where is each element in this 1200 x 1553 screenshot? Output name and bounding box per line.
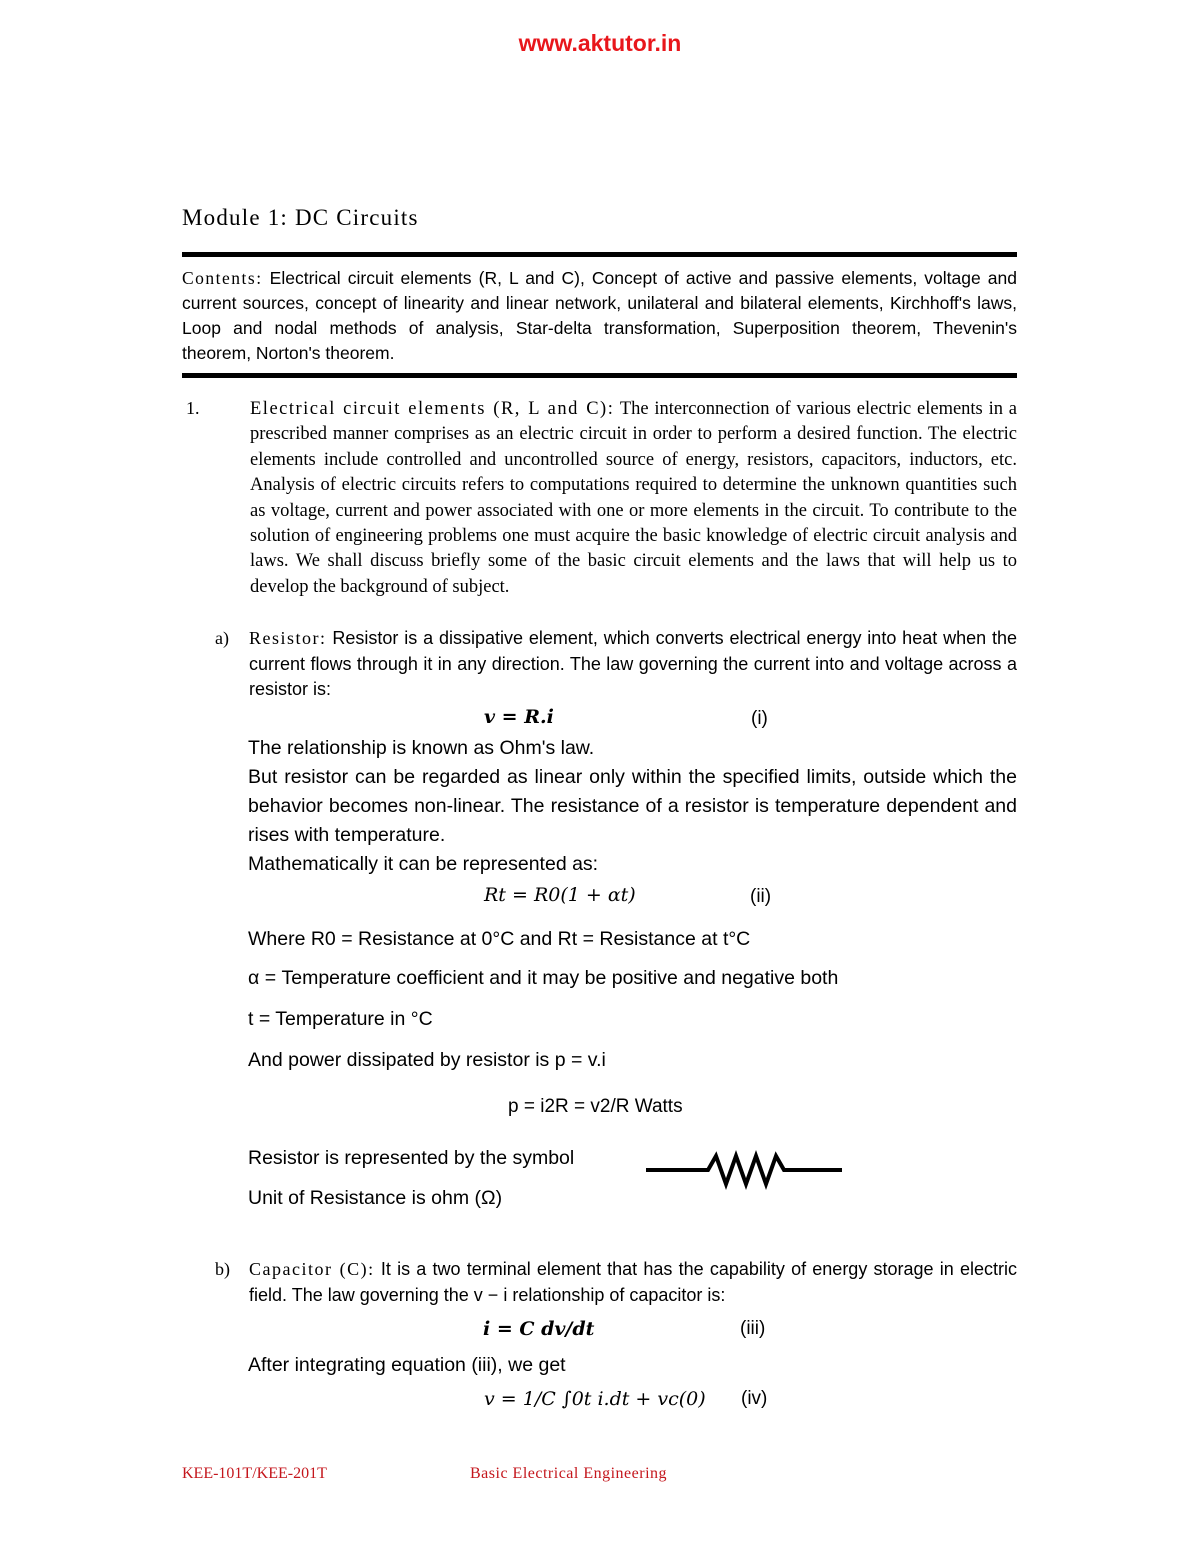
ohm-law-text: The relationship is known as Ohm's law. xyxy=(248,737,595,759)
section-heading: Electrical circuit elements (R, L and C): xyxy=(250,399,615,419)
section-text: The interconnection of various electric elements in a prescribed manner comprises as an electric circuit in order to perform a desired function. The electric elements include controlled and uncontrolled source of energy, resistors, capacitors, inductors, etc. Analysis of electric circuits refers to computations required to determine the unknown quantities such as voltage, current and power associated with one or more elements in the circuit. To contribute to the solution of engineering problems one must acquire the basic knowledge of electric circuit analysis and laws. We shall discuss briefly some of the basic circuit elements and the laws that will help us to develop the background of subject. xyxy=(250,399,1017,597)
module-title: Module 1: DC Circuits xyxy=(182,205,419,230)
capacitor-heading: Capacitor (C): xyxy=(249,1259,375,1279)
equation-capacitor-voltage-number: (iv) xyxy=(741,1388,768,1409)
resistor-marker: a) xyxy=(215,628,229,648)
power-equation: p = i2R = v2/R Watts xyxy=(508,1096,683,1117)
integration-text: After integrating equation (iii), we get xyxy=(248,1354,566,1376)
linearity-text: But resistor can be regarded as linear only within the specified limits, outside which the behavior becomes non-linear. The resistance of a resistor is temperature dependent and rises with temperature. xyxy=(248,766,1017,846)
section-number: 1. xyxy=(186,398,200,418)
resistor-intro-text: Resistor is a dissipative element, which converts electrical energy into heat when the current flows through it in any direction. The law governing the current into and voltage across a resistor is: xyxy=(249,628,1017,699)
section-body xyxy=(250,397,1017,600)
capacitor-intro-text: It is a two terminal element that has the capability of energy storage in electric field. The law governing the v − i relationship of capacitor is: xyxy=(249,1259,1017,1305)
resistor-intro xyxy=(249,626,1017,703)
header-url[interactable]: www.aktutor.in xyxy=(518,30,682,56)
resistance-unit-text: Unit of Resistance is ohm (Ω) xyxy=(248,1187,503,1209)
equation-capacitor-current-number: (iii) xyxy=(740,1318,766,1339)
resistor-heading: Resistor: xyxy=(249,628,327,648)
equation-ohm: v = R.i xyxy=(484,706,554,728)
resistor-symbol-icon xyxy=(646,1148,846,1192)
math-intro-text: Mathematically it can be represented as: xyxy=(248,853,599,875)
bottom-divider xyxy=(182,373,1017,378)
capacitor-intro xyxy=(249,1257,1017,1308)
contents-block xyxy=(182,266,1017,366)
equation-capacitor-current: i = C dv/dt xyxy=(483,1318,595,1340)
footer-course-name: Basic Electrical Engineering xyxy=(470,1465,668,1482)
power-line: And power dissipated by resistor is p = v.i xyxy=(248,1049,606,1071)
capacitor-marker: b) xyxy=(215,1259,230,1279)
equation-temperature-number: (ii) xyxy=(750,886,772,907)
resistor-symbol-text: Resistor is represented by the symbol xyxy=(248,1147,575,1169)
temperature-line: t = Temperature in °C xyxy=(248,1008,433,1030)
contents-text: Electrical circuit elements (R, L and C), Concept of active and passive elements, voltage and current sources, concept of linearity and linear network, unilateral and bilateral elements, Kirchhoff's laws, Loop and nodal methods of analysis, Star-delta transformation, Superposition theorem, Thevenin's theorem, Norton's theorem. xyxy=(182,268,1017,363)
contents-label: Contents: xyxy=(182,268,263,288)
equation-ohm-number: (i) xyxy=(751,708,768,729)
equation-temperature: Rt = R0(1 + αt) xyxy=(484,884,636,906)
alpha-line: α = Temperature coefficient and it may be positive and negative both xyxy=(248,967,839,989)
top-divider xyxy=(182,252,1017,257)
where-line: Where R0 = Resistance at 0°C and Rt = Resistance at t°C xyxy=(248,928,751,950)
footer-course-code: KEE-101T/KEE-201T xyxy=(182,1465,327,1482)
equation-capacitor-voltage: v = 1/C ∫0t i.dt + vc(0) xyxy=(484,1388,706,1410)
